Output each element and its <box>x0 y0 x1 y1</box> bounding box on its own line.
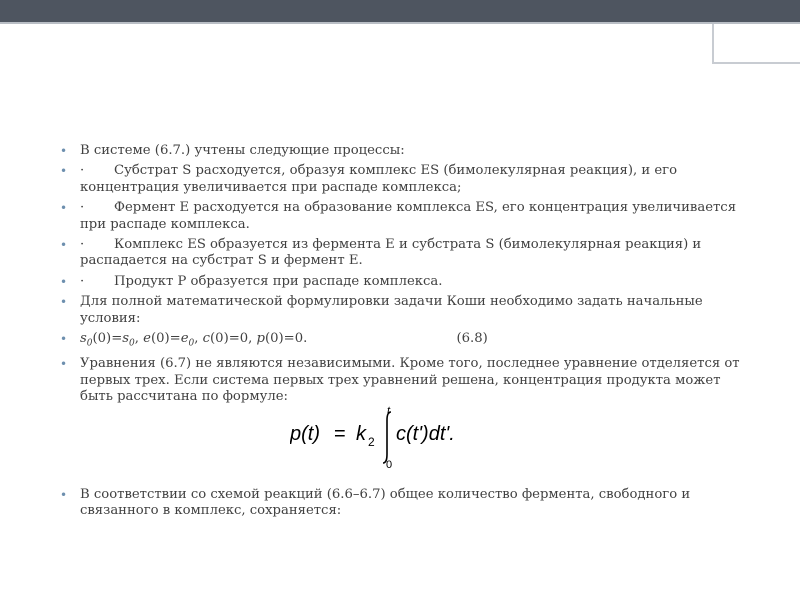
initial-conditions: • $s_0(0)=s_0$, $e(0)=e_0$, c(0)=0, p(0)=0. (6.8) <box>60 331 488 349</box>
bullet-paragraph <box>60 356 750 405</box>
arg-e: (0)= <box>150 331 181 347</box>
bullet-paragraph <box>60 237 750 270</box>
formula-upper-limit: t <box>387 406 391 417</box>
formula-lower-limit: 0 <box>386 459 393 468</box>
arg-c: (0)=0, <box>210 331 257 347</box>
paragraph-text: Продукт P образуется при распаде комплекса. <box>114 273 443 289</box>
var-c: c <box>202 331 211 347</box>
product-integral-formula <box>290 406 510 468</box>
bullet-icon: • <box>60 274 68 289</box>
paragraph-text: В соответствии со схемой реакций (6.6–6.7) общее количество фермента, свободного и связанного в комплекс, сохраняется: <box>80 487 691 519</box>
sub-item-mark: · <box>80 200 85 216</box>
var-p: p <box>256 331 265 347</box>
bullet-icon: • <box>60 201 68 216</box>
bullet-paragraph <box>60 143 750 159</box>
sub-item-mark: · <box>80 163 85 179</box>
paragraph-text: Уравнения (6.7) не являются независимыми. Кроме того, последнее уравнение отделяется от первых трех. Если система первых трех уравнений решена, концентрация продукта может быть рассчитана по формуле: <box>80 356 740 404</box>
bullet-icon: • <box>60 238 68 253</box>
bullet-icon: • <box>60 488 68 502</box>
top-band <box>0 0 800 22</box>
paragraph-text: Фермент E расходуется на образование комплекса ES, его концентрация увеличивается при распаде комплекса. <box>80 200 737 232</box>
var-e: e <box>143 331 151 347</box>
sub-item-mark: · <box>80 237 85 253</box>
rhs-e-sub: 0 <box>188 338 195 349</box>
corner-decoration-horizontal <box>712 62 800 64</box>
bullet-icon: • <box>60 357 68 372</box>
formula-lhs: p(t) <box>290 423 320 445</box>
paragraph-text: Субстрат S расходуется, образуя комплекс ES (бимолекулярная реакция), и его концентрация увеличивается при распаде комплекса; <box>80 163 678 195</box>
bullet-paragraph <box>60 200 750 233</box>
rhs-s-sub: 0 <box>129 338 135 349</box>
equation-number: (6.8) <box>456 331 488 347</box>
bullet-icon: • <box>60 332 68 347</box>
slide-body <box>60 143 750 409</box>
rhs-s: s <box>122 331 130 347</box>
bullet-icon: • <box>60 164 68 179</box>
var-s: s <box>80 331 87 347</box>
paragraph-text: Для полной математической формулировки задачи Коши необходимо задать начальные условия: <box>80 294 703 326</box>
formula-integrand: c(t')dt'. <box>396 423 455 445</box>
integral-sign-icon <box>383 412 391 463</box>
bullet-paragraph <box>60 294 750 327</box>
formula-equals: = <box>334 423 346 445</box>
formula-coef: k <box>356 423 366 445</box>
top-band-line <box>0 22 800 24</box>
bullet-icon: • <box>60 144 68 158</box>
arg-p: (0)=0. <box>265 331 308 347</box>
rhs-e: e <box>180 331 189 347</box>
paragraph-text: Комплекс ES образуется из фермента E и субстрата S (бимолекулярная реакция) и распадается на субстрат S и фермент E. <box>80 237 702 269</box>
arg-s: (0)= <box>92 331 123 347</box>
bullet-paragraph <box>60 487 750 520</box>
bullet-paragraph <box>60 274 750 290</box>
sub-item-mark: · <box>80 273 85 289</box>
corner-decoration-vertical <box>712 24 714 64</box>
bullet-paragraph <box>60 163 750 196</box>
var-s-sub: 0 <box>86 338 93 349</box>
bullet-icon: • <box>60 295 68 310</box>
formula-coef-sub: 2 <box>368 435 375 449</box>
paragraph-text: В системе (6.7.) учтены следующие процессы: <box>80 143 405 158</box>
final-paragraph-block <box>60 487 750 524</box>
